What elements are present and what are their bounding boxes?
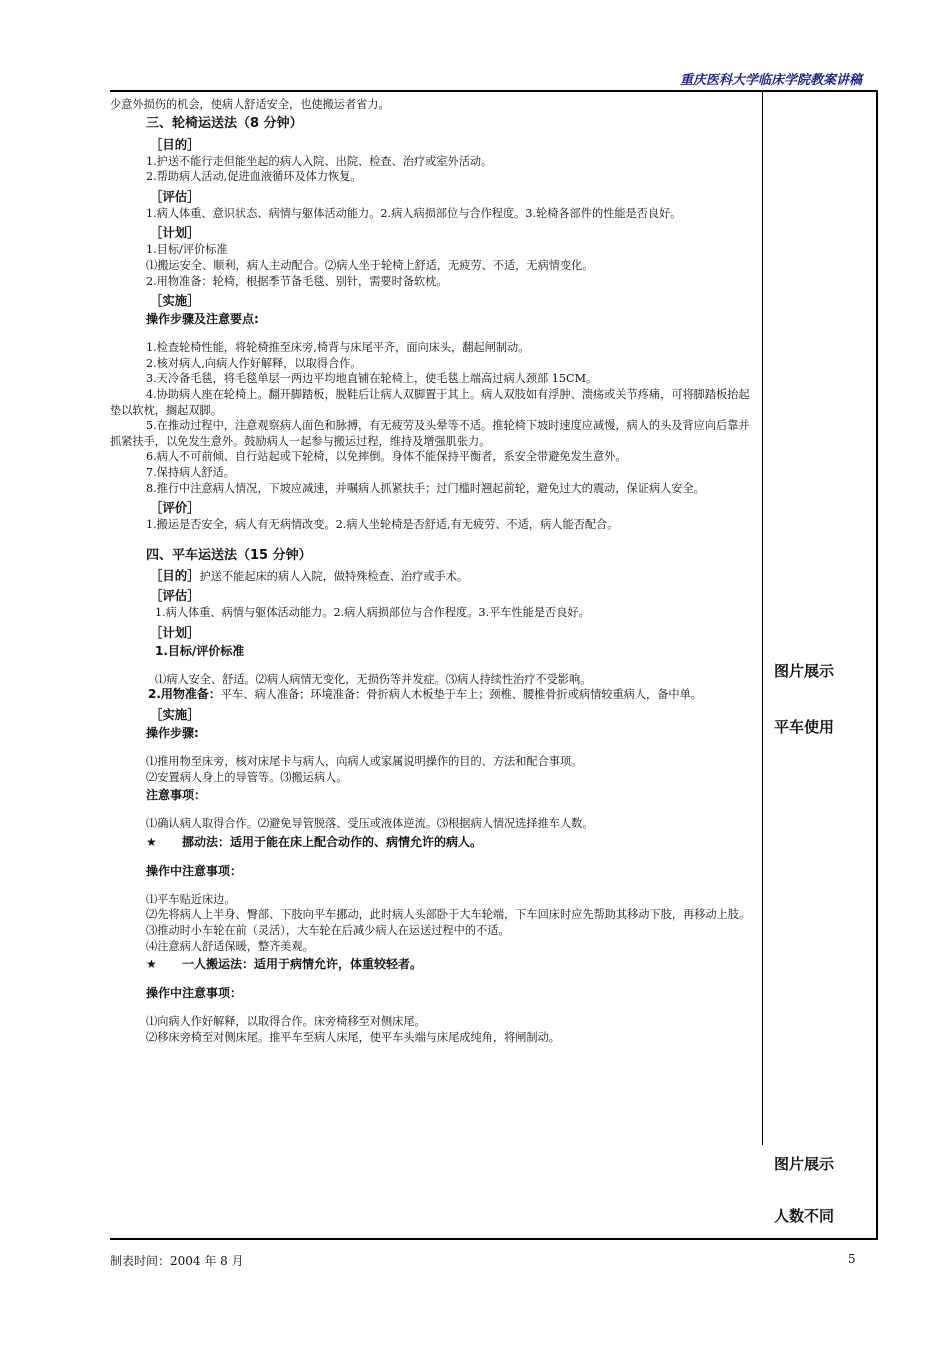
bold-label: 注意事项： xyxy=(146,788,207,803)
text-line: ⑴推用物至床旁，核对床尾卡与病人，向病人或家属说明操作的目的、方法和配合事项。 xyxy=(146,755,583,769)
text-line: ⑴平车贴近床边。 xyxy=(146,892,236,906)
bold-label: 1.目标/评价标准 xyxy=(155,643,245,658)
bold-label xyxy=(110,956,758,973)
method-title: 挪动法：适用于能在床上配合动作的、病情允许的病人。 xyxy=(182,834,483,849)
text-line: 1.护送不能行走但能坐起的病人入院、出院、检查、治疗或室外活动。 xyxy=(146,154,493,168)
bold-label: 操作步骤: xyxy=(146,726,199,741)
subsection-heading: ［计划］ xyxy=(150,624,200,640)
text-line: ⑴向病人作好解释，以取得合作。床旁椅移至对侧床尾。 xyxy=(146,1015,426,1029)
text-line: 3.天冷备毛毯，将毛毯单层一两边平均地直铺在轮椅上，使毛毯上端高过病人颈部 15CM。 xyxy=(146,372,598,386)
text-line: 护送不能起床的病人入院，做特殊检查、治疗或手术。 xyxy=(199,569,469,583)
text-line: ⑶推动时小车轮在前（灵活），大车轮在后减少病人在运送过程中的不适。 xyxy=(146,924,510,938)
subsection-heading: ［实施］ xyxy=(150,707,200,723)
text-line: ⑴确认病人取得合作。⑵避免导管脱落、受压或液体逆流。⑶根据病人情况选择推车人数。 xyxy=(146,817,594,831)
text-line: 6.病人不可前倾、自行站起或下轮椅，以免摔倒。身体不能保持平衡者，系安全带避免发生意外。 xyxy=(146,450,627,464)
text-line: ⑷注意病人舒适保暖，整齐美观。 xyxy=(146,939,314,953)
subsection-heading: ［评估］ xyxy=(150,588,200,604)
text-line: 少意外损伤的机会，使病人舒适安全，也使搬运者省力。 xyxy=(110,98,390,111)
bold-label: 2.用物准备： xyxy=(148,687,221,702)
page-number: 5 xyxy=(848,1252,856,1266)
text-line: ⑴搬运安全、顺利，病人主动配合。⑵病人坐于轮椅上舒适，无疲劳、不适，无病情变化。 xyxy=(146,258,594,272)
text-line: 平车、病人准备；环境准备：骨折病人木板垫于车上；颈椎、腰椎骨折或病情较重病人，备中单。 xyxy=(220,688,702,702)
text-line: 8.推行中注意病人情况，下坡应减速，并嘱病人抓紧扶手；过门槛时翘起前轮，避免过大的震动，保证病人安全。 xyxy=(146,481,705,495)
text-line: ⑵安置病人身上的导管等。⑶搬运病人。 xyxy=(146,770,348,784)
main-column xyxy=(110,97,758,1045)
section-title: 四、平车运送法（15 分钟） xyxy=(146,547,312,563)
text-line: 2.帮助病人活动,促进血液循环及体力恢复。 xyxy=(146,170,362,184)
bold-label: 操作步骤及注意要点: xyxy=(146,312,259,327)
text-line: 1.目标/评价标准 xyxy=(146,243,228,257)
bold-label: 操作中注意事项： xyxy=(146,863,243,878)
text-line xyxy=(110,687,758,703)
content-frame xyxy=(110,90,878,1240)
side-note: 平车使用 xyxy=(774,718,835,736)
star-icon: ★ xyxy=(146,957,157,972)
subsection-heading: ［目的］ xyxy=(150,136,200,152)
column-divider xyxy=(762,92,763,1145)
text-line: 7.保持病人舒适。 xyxy=(146,465,235,479)
document-header: 重庆医科大学临床学院教案讲稿 xyxy=(679,73,862,88)
footer-date: 制表时间：2004 年 8 月 xyxy=(110,1254,244,1268)
side-note: 图片展示 xyxy=(774,1155,835,1173)
text-line: 5.在推动过程中，注意观察病人面色和脉搏，有无疲劳及头晕等不适。推轮椅下坡时速度应减慢，病人的头及背应向后靠并抓紧扶手，以免发生意外。鼓励病人一起参与搬运过程，维持及增强肌张力。 xyxy=(110,419,750,448)
purpose-line xyxy=(110,568,758,585)
text-line: 1.搬运是否安全，病人有无病情改变。2.病人坐轮椅是否舒适,有无疲劳、不适，病人能否配合。 xyxy=(146,518,619,532)
side-note: 人数不同 xyxy=(774,1207,835,1225)
subsection-heading: ［评价］ xyxy=(150,500,200,516)
text-line: 1.检查轮椅性能，将轮椅推至床旁,椅背与床尾平齐，面向床头，翻起闸制动。 xyxy=(146,341,530,355)
bold-label xyxy=(110,834,758,851)
side-note: 图片展示 xyxy=(774,662,835,680)
section-title: 三、轮椅运送法（8 分钟） xyxy=(146,115,303,131)
subsection-heading: ［实施］ xyxy=(150,293,200,309)
subsection-heading: ［评估］ xyxy=(150,188,200,204)
text-line: 2.核对病人,向病人作好解释，以取得合作。 xyxy=(146,356,362,370)
text-line: 2.用物准备：轮椅，根据季节备毛毯、别针，需要时备软枕。 xyxy=(146,274,448,288)
text-line: 1.病人体重、病情与躯体活动能力。2.病人病损部位与合作程度。3.平车性能是否良好。 xyxy=(155,606,590,620)
text-line: ⑵移床旁椅至对侧床尾。推平车至病人床尾，使平车头端与床尾成纯角，将闸制动。 xyxy=(146,1030,560,1044)
text-line: ⑴病人安全、舒适。⑵病人病情无变化，无损伤等并发症。⑶病人持续性治疗不受影响。 xyxy=(155,672,592,686)
text-line: 1.病人体重、意识状态、病情与躯体活动能力。2.病人病损部位与合作程度。3.轮椅各部件的性能是否良好。 xyxy=(146,206,682,220)
star-icon: ★ xyxy=(146,834,157,849)
subsection-heading: ［计划］ xyxy=(150,225,200,241)
bold-label: 操作中注意事项： xyxy=(146,986,243,1001)
method-title: 一人搬运法：适用于病情允许，体重较轻者。 xyxy=(182,957,423,972)
text-line: 4.协助病人座在轮椅上。翻开脚踏板，脱鞋后让病人双脚置于其上。病人双肢如有浮肿、溃疡或关节疼痛，可将脚踏板抬起垫以软枕，搁起双脚。 xyxy=(110,387,750,417)
text-line: ⑵先将病人上半身、臀部、下肢向平车挪动，此时病人头部卧于大车轮端，下车回床时应先帮助其移动下肢，再移动上肢。 xyxy=(146,908,751,922)
subsection-heading: ［目的］ xyxy=(150,567,200,583)
